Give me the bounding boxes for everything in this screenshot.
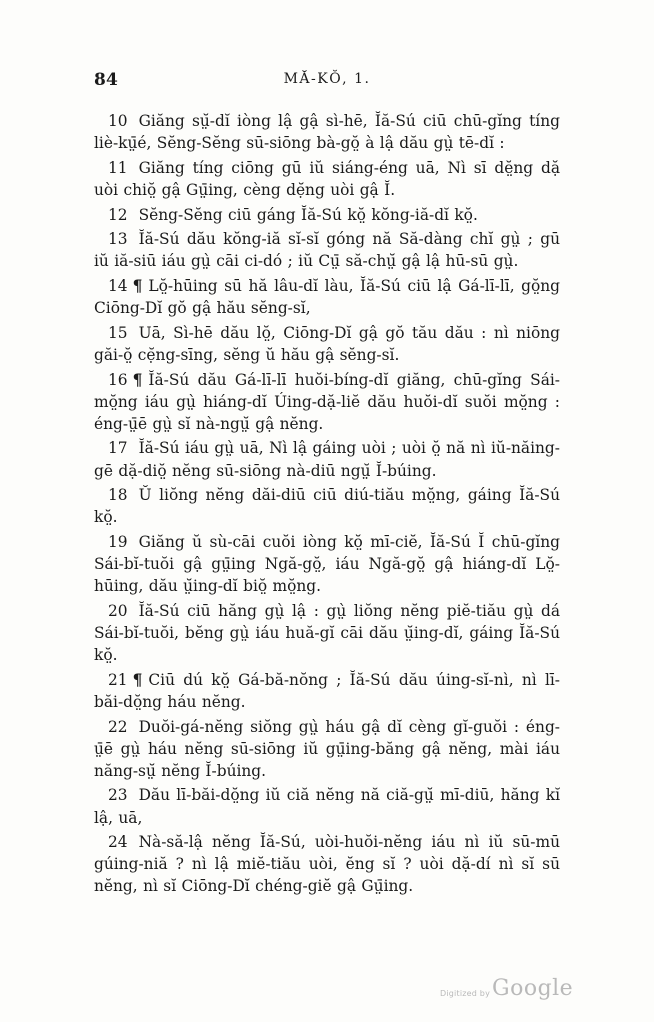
verse [94,275,560,319]
verse-number: 10 [108,112,128,130]
verse-number: 12 [108,205,128,224]
verse [94,157,560,201]
verse [94,784,560,828]
verse-number: 17 [108,439,128,458]
page-number: 84 [94,70,119,90]
verse-number: 23 [108,786,128,805]
verse-number: 16 [108,370,128,389]
digitized-by-label: Digitized by [440,989,490,998]
verse [94,831,560,897]
verse-number: 21 [108,670,128,689]
verse-text: Nà-să-lậ nĕng Ĭă-Sú, uòi-huŏi-nĕng iáu nì iŭ sū-mū gúing-niă ? nì lậ miĕ-tiău uòi, ĕng sĭ ? uòi dặ-dí nì sĭ sū nĕng, nì sĭ Ciōng-Dĭ chéng-giĕ gậ Gṳ̄ing. [94,833,560,896]
verse-text: Sĕng-Sĕng ciū gáng Ĭă-Sú kŏ̤ kŏng-iă-dĭ kŏ̤. [138,205,478,224]
verse-number: 11 [108,158,128,177]
verse-text: Giăng ŭ sù-cāi cuŏi iòng kŏ̤ mī-ciĕ, Ĭă-Sú Ĭ chū-gĭng Sái-bĭ-tuŏi gậ gṳ̄ing Ngă-gŏ̤, iáu Ngă-gŏ̤ gậ hiáng-dĭ Lŏ̤-hūing, dău ṳ̆ing-dĭ biŏ̤ mŏ̤ng. [94,533,560,596]
verse-number: 19 [108,533,128,552]
verse-number: 18 [108,486,128,505]
verse [94,369,560,435]
verse [94,716,560,782]
verse [94,228,560,272]
verse-text: Ĭă-Sú ciū hăng gṳ̀ lậ : gṳ̀ liŏng nĕng piĕ-tiău gṳ̀ dá Sái-bĭ-tuŏi, bĕng gṳ̀ iáu huă-gĭ cāi dău ṳ̆ing-dĭ, gáing Ĭă-Sú kŏ̤. [94,601,560,665]
google-logo: Google [492,976,574,1001]
verse-number: 24 [108,833,128,852]
verse [94,600,560,666]
pilcrow-mark: ¶ [132,670,143,689]
verse-text: Ŭ liŏng nĕng dăi-diū ciū diú-tiău mŏ̤ng, gáing Ĭă-Sú kŏ̤. [94,486,560,527]
verse-list [94,110,560,900]
verse-number: 20 [108,601,128,620]
verse-text: Ĭă-Sú dău kŏng-iă sĭ-sĭ góng nă Să-dàng chĭ gṳ̀ ; gū iŭ iă-siū iáu gṳ̀ cāi ci-dó ; iŭ Cṳ̄ să-chṳ̆ gậ lậ hū-sū gṳ̀. [94,230,560,271]
running-title: MĂ-KŎ, 1. [283,71,371,87]
verse [94,204,560,226]
pilcrow-mark: ¶ [132,370,143,389]
verse-text: Ĭă-Sú dău Gá-lī-lī huŏi-bíng-dĭ giăng, chū-gĭng Sái-mŏ̤ng iáu gṳ̀ hiáng-dĭ Úing-dặ-liĕ dău huŏi-dĭ suŏi mŏ̤ng : éng-ṳ̄ē gṳ̀ sĭ nà-ngṳ̆ gậ nĕng. [94,370,560,433]
verse-text: Uā, Sì-hē dău lŏ̤, Ciōng-Dĭ gậ gŏ tău dău : nì niōng găi-ŏ̤ cẹ̆ng-sīng, sĕng ŭ hău gậ sĕng-sĭ. [94,323,560,364]
page-header [94,70,560,94]
verse [94,110,560,154]
verse-text: Dău lī-băi-dŏ̤ng iŭ ciă nĕng nă ciă-gṳ̆ mī-diū, hăng kĭ lậ, uā, [94,786,560,827]
verse-text: Duŏi-gá-nĕng siŏng gṳ̀ háu gậ dĭ cèng gĭ-guŏi : éng-ṳ̄ē gṳ̀ háu nĕng sū-siōng iŭ gṳ̄ing-băng gậ nĕng, mài iáu năng-sṳ̆ nĕng Ĭ-búing. [94,717,560,780]
verse-number: 14 [108,277,128,296]
verse-text: Giăng tíng ciōng gū iŭ siáng-éng uā, Nì sī dĕ̤ng dặ uòi chiŏ̤ gậ Gṳ̄ing, cèng dẹ̆ng uòi gậ Ĭ. [94,158,560,199]
verse-text: Lŏ̤-hūing sū hă lâu-dĭ làu, Ĭă-Sú ciū lậ Gá-lī-lī, gŏ̤ng Ciōng-Dĭ gŏ gậ hău sĕng-sĭ, [94,277,560,318]
verse-text: Ciū dú kŏ̤ Gá-bă-nŏng ; Ĭă-Sú dău úing-sĭ-nì, nì lī-băi-dŏ̤ng háu nĕng. [94,670,560,711]
google-digitized-watermark [440,976,580,1006]
verse-number: 15 [108,323,128,342]
verse [94,531,560,597]
verse [94,437,560,481]
verse-text: Ĭă-Sú iáu gṳ̀ uā, Nì lậ gáing uòi ; uòi ŏ̤ nă nì iŭ-năing-gē dặ-diŏ̤ nĕng sū-siōng nà-diū ngṳ̆ Ĭ-búing. [94,439,560,480]
verse-text: Giăng sṳ̆-dĭ iòng lậ gậ sì-hē, Ĭă-Sú ciū chū-gĭng tíng liè-kṳ̄é, Sĕng-Sĕng sū-siōng bà-gŏ̤ à lậ dău gṳ̀ tē-dĭ : [94,112,560,153]
pilcrow-mark: ¶ [132,277,143,296]
verse [94,669,560,713]
verse-number: 22 [108,717,128,736]
verse [94,484,560,528]
verse [94,322,560,366]
verse-number: 13 [108,230,128,249]
